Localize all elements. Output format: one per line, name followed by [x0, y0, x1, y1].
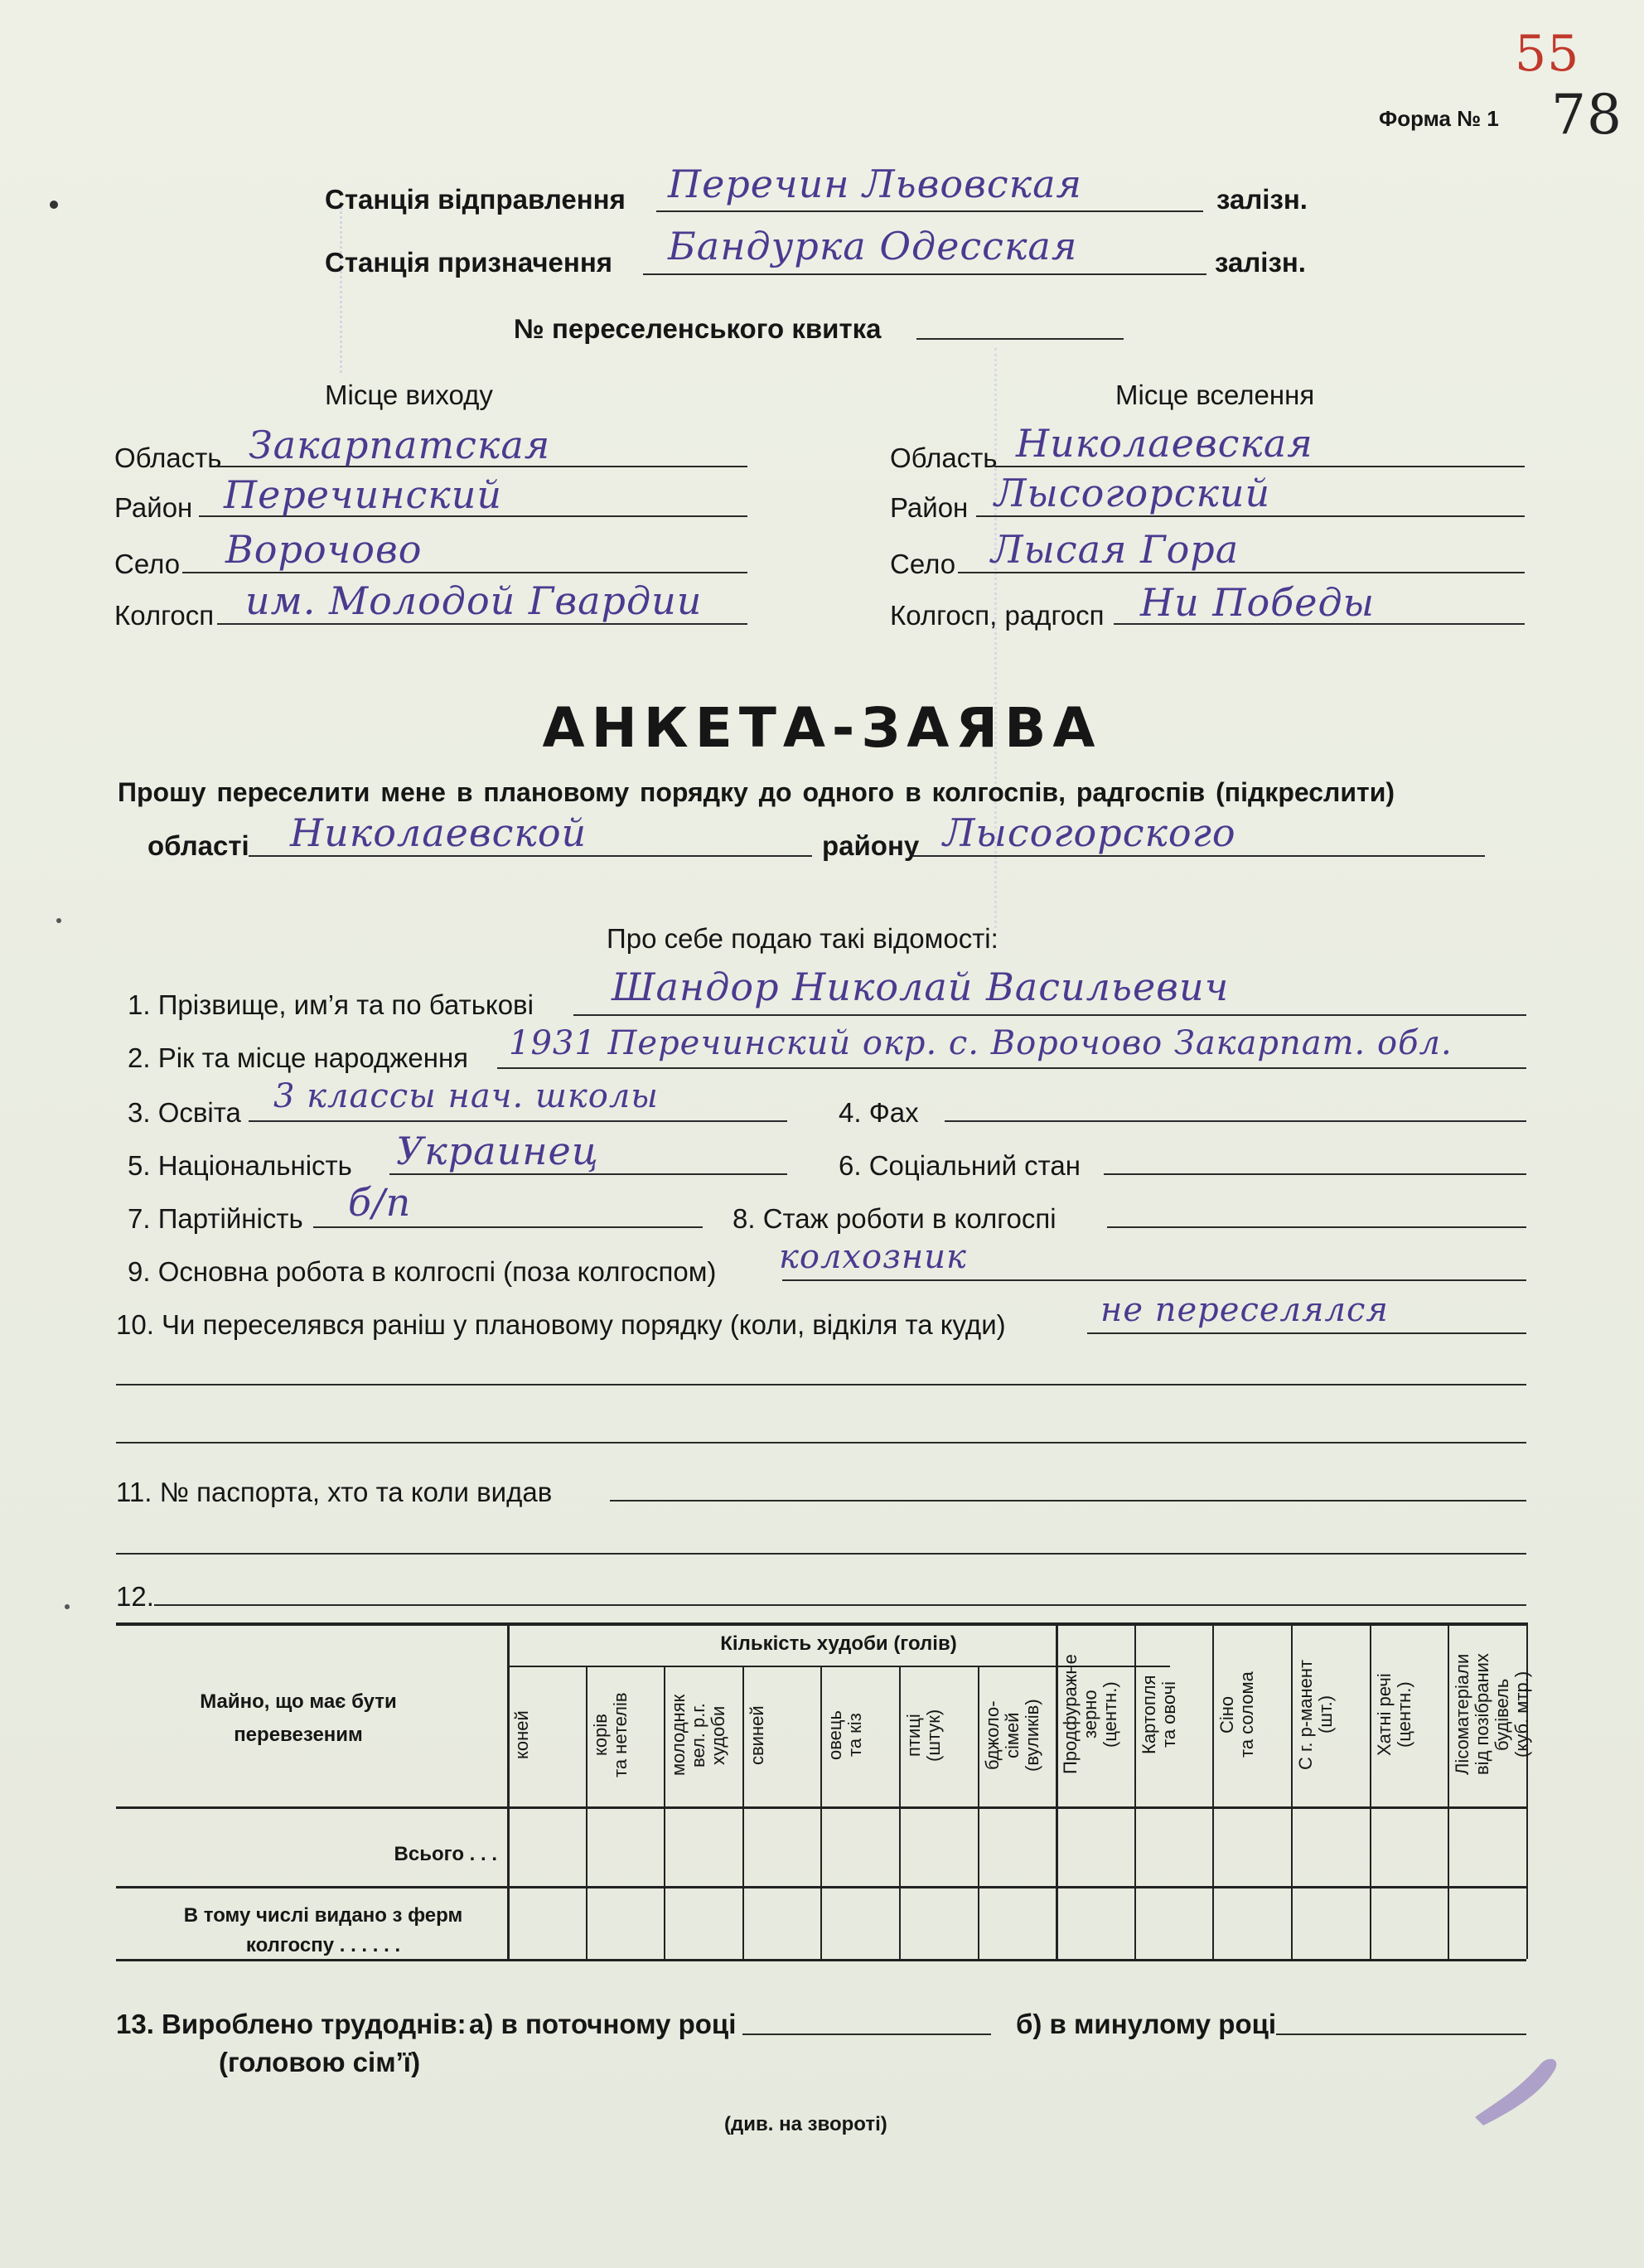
archive-page-number: 55	[1515, 25, 1580, 83]
destination-selo-line	[958, 572, 1525, 573]
field-7-line	[313, 1226, 703, 1228]
field-12-label: 12.	[116, 1581, 154, 1612]
field-2-line	[497, 1067, 1526, 1069]
origin-selo-label: Село	[114, 549, 181, 579]
departure-railway-suffix: залізн.	[1216, 184, 1308, 215]
workdays-current-line	[742, 2033, 991, 2035]
field-10-label: 10. Чи переселявся раніш у плановому порядку (коли, відкіля та куди)	[116, 1309, 1006, 1340]
destination-heading: Місце вселення	[1115, 380, 1315, 410]
origin-raion-label: Район	[114, 492, 193, 523]
origin-oblast-label: Область	[114, 442, 222, 473]
faint-stamp-marks	[340, 207, 375, 373]
table-top-border	[116, 1622, 1526, 1626]
workdays-current-label: а) в поточному році	[469, 2009, 737, 2039]
field-5-line	[389, 1173, 787, 1175]
destination-selo-value: Лысая Гора	[991, 527, 1240, 572]
field-2-value: 1931 Перечинский окр. с. Ворочово Закарпат. обл.	[509, 1024, 1453, 1062]
field-11-label: 11. № паспорта, хто та коли видав	[116, 1477, 553, 1507]
table-column-header: Сіно та солома	[1216, 1671, 1257, 1758]
request-oblast-label: області	[147, 830, 249, 861]
table-column-line	[1056, 1622, 1058, 1959]
table-column-header: Хатні речі (центн.)	[1374, 1673, 1414, 1756]
field-3-label: 3. Освіта	[128, 1097, 241, 1128]
table-column-line	[742, 1666, 744, 1959]
origin-oblast-value: Закарпатская	[249, 423, 551, 467]
punch-mark-2	[56, 918, 61, 923]
form-number: Форма № 1	[1379, 106, 1499, 131]
table-column-line	[507, 1622, 510, 1959]
field-7-value: б/п	[348, 1180, 412, 1225]
table-row-issued: В тому числі видано з ферм колгоспу . . . . . .	[183, 1904, 463, 1956]
request-oblast-line	[249, 855, 812, 857]
destination-raion-value: Лысогорский	[994, 471, 1271, 515]
table-column-header: свиней	[747, 1705, 767, 1765]
field-8-line	[1107, 1226, 1526, 1228]
table-column-header: молодняк вел. р.г. худоби	[668, 1694, 728, 1777]
field-6-label: 6. Соціальний стан	[839, 1150, 1081, 1181]
destination-selo-label: Село	[890, 549, 956, 579]
workdays-sublabel: (головою сім’ї)	[219, 2047, 421, 2077]
field-4-line	[945, 1120, 1526, 1122]
field-3-value: 3 классы нач. школы	[273, 1077, 659, 1115]
field-5-label: 5. Національність	[128, 1150, 352, 1181]
table-column-header: Лісоматеріали від позібраних будівель (куб. мтр.)	[1452, 1653, 1532, 1776]
table-column-header: Картопля та овочі	[1139, 1675, 1179, 1754]
arrival-station-value: Бандурка Одесская	[668, 224, 1078, 268]
field-1-value: Шандор Николай Васильевич	[612, 965, 1230, 1009]
origin-selo-line	[182, 572, 747, 573]
table-row-header: Майно, що має бути перевезеним	[200, 1690, 397, 1746]
field-9-label: 9. Основна робота в колгоспі (поза колгоспом)	[128, 1256, 717, 1287]
origin-kolhosp-value: им. Молодой Гвардии	[245, 578, 703, 623]
workdays-previous-label: б) в минулому році	[1016, 2009, 1277, 2039]
request-raion-value: Лысогорского	[943, 810, 1236, 855]
table-column-line	[1212, 1622, 1214, 1959]
archive-old-page-number: 78	[1551, 83, 1622, 147]
request-raion-label: району	[822, 830, 920, 861]
table-column-header: Продфуражне зерно (центн.)	[1060, 1654, 1120, 1775]
destination-oblast-label: Область	[890, 442, 998, 473]
table-column-line	[1291, 1622, 1293, 1959]
form-title: АНКЕТА-ЗАЯВА	[542, 696, 1102, 760]
field-10-line-3	[116, 1442, 1526, 1443]
request-oblast-value: Николаевской	[290, 810, 587, 855]
field-8-label: 8. Стаж роботи в колгоспі	[733, 1203, 1057, 1234]
table-group-header: Кількість худоби (голів)	[720, 1632, 957, 1655]
destination-raion-line	[976, 515, 1525, 517]
origin-heading: Місце виходу	[325, 380, 493, 410]
table-column-header: птиці (штук)	[903, 1709, 944, 1762]
ticket-number-label: № переселенського квитка	[514, 313, 882, 344]
table-column-line	[899, 1666, 901, 1959]
field-11-line	[610, 1500, 1526, 1502]
request-text: Прошу переселити мене в плановому порядку до одного в колгоспів, радгоспів (підкреслити)	[118, 777, 1395, 807]
table-column-line	[820, 1666, 822, 1959]
punch-mark-1	[50, 201, 58, 209]
table-column-line	[1448, 1622, 1449, 1959]
field-12-line	[154, 1604, 1526, 1606]
field-11-line-2	[116, 1553, 1526, 1555]
origin-kolhosp-line	[217, 623, 747, 625]
field-10-line-2	[116, 1384, 1526, 1385]
table-row-total: Всього . . .	[394, 1843, 497, 1865]
field-3-line	[249, 1120, 787, 1122]
destination-oblast-value: Николаевская	[1016, 421, 1313, 466]
table-column-header: коней	[511, 1710, 532, 1760]
origin-kolhosp-label: Колгосп	[114, 600, 215, 631]
table-column-line	[664, 1666, 665, 1959]
punch-mark-3	[65, 1604, 70, 1609]
table-column-header: овець та кіз	[824, 1710, 865, 1760]
destination-oblast-line	[994, 466, 1525, 467]
field-9-line	[782, 1279, 1526, 1281]
field-9-value: колхозник	[779, 1238, 967, 1276]
arrival-station-label: Станція призначення	[325, 247, 613, 278]
departure-station-line	[656, 210, 1203, 212]
table-column-line	[1370, 1622, 1371, 1959]
departure-station-value: Перечин Львовская	[668, 162, 1082, 206]
ticket-number-line	[916, 338, 1124, 340]
request-raion-line	[913, 855, 1485, 857]
table-column-line	[1134, 1622, 1136, 1959]
field-10-value: не переселялся	[1100, 1291, 1389, 1329]
table-column-line	[978, 1666, 979, 1959]
field-5-value: Украинец	[396, 1129, 599, 1173]
workdays-label: 13. Вироблено трудоднів:	[116, 2009, 467, 2039]
property-table	[116, 1622, 1532, 1971]
destination-kolhosp-value: Ни Победы	[1140, 580, 1376, 625]
intro-text: Про себе подаю такі відомості:	[607, 923, 998, 954]
field-10-line	[1087, 1332, 1526, 1334]
workdays-previous-line	[1276, 2033, 1526, 2035]
table-column-header: С г. р-манент (шт.)	[1295, 1659, 1336, 1770]
arrival-station-line	[643, 273, 1206, 275]
departure-station-label: Станція відправлення	[325, 184, 626, 215]
field-7-label: 7. Партійність	[128, 1203, 303, 1234]
table-column-line	[586, 1666, 587, 1959]
ink-smudge-mark	[1467, 2047, 1566, 2130]
field-6-line	[1104, 1173, 1526, 1175]
origin-raion-value: Перечинский	[224, 472, 503, 517]
table-column-header: корів та нетелів	[590, 1692, 631, 1778]
destination-raion-label: Район	[890, 492, 969, 523]
destination-kolhosp-label: Колгосп, радгосп	[890, 600, 1105, 631]
field-4-label: 4. Фах	[839, 1097, 919, 1128]
field-1-line	[573, 1014, 1526, 1016]
field-1-label: 1. Прізвище, им’я та по батькові	[128, 989, 534, 1020]
arrival-railway-suffix: залізн.	[1215, 247, 1306, 278]
footer-note: (див. на звороті)	[724, 2113, 887, 2135]
origin-selo-value: Ворочово	[225, 527, 423, 572]
table-column-header: бджоло- сімей (вуликів)	[982, 1699, 1042, 1772]
field-2-label: 2. Рік та місце народження	[128, 1042, 469, 1073]
